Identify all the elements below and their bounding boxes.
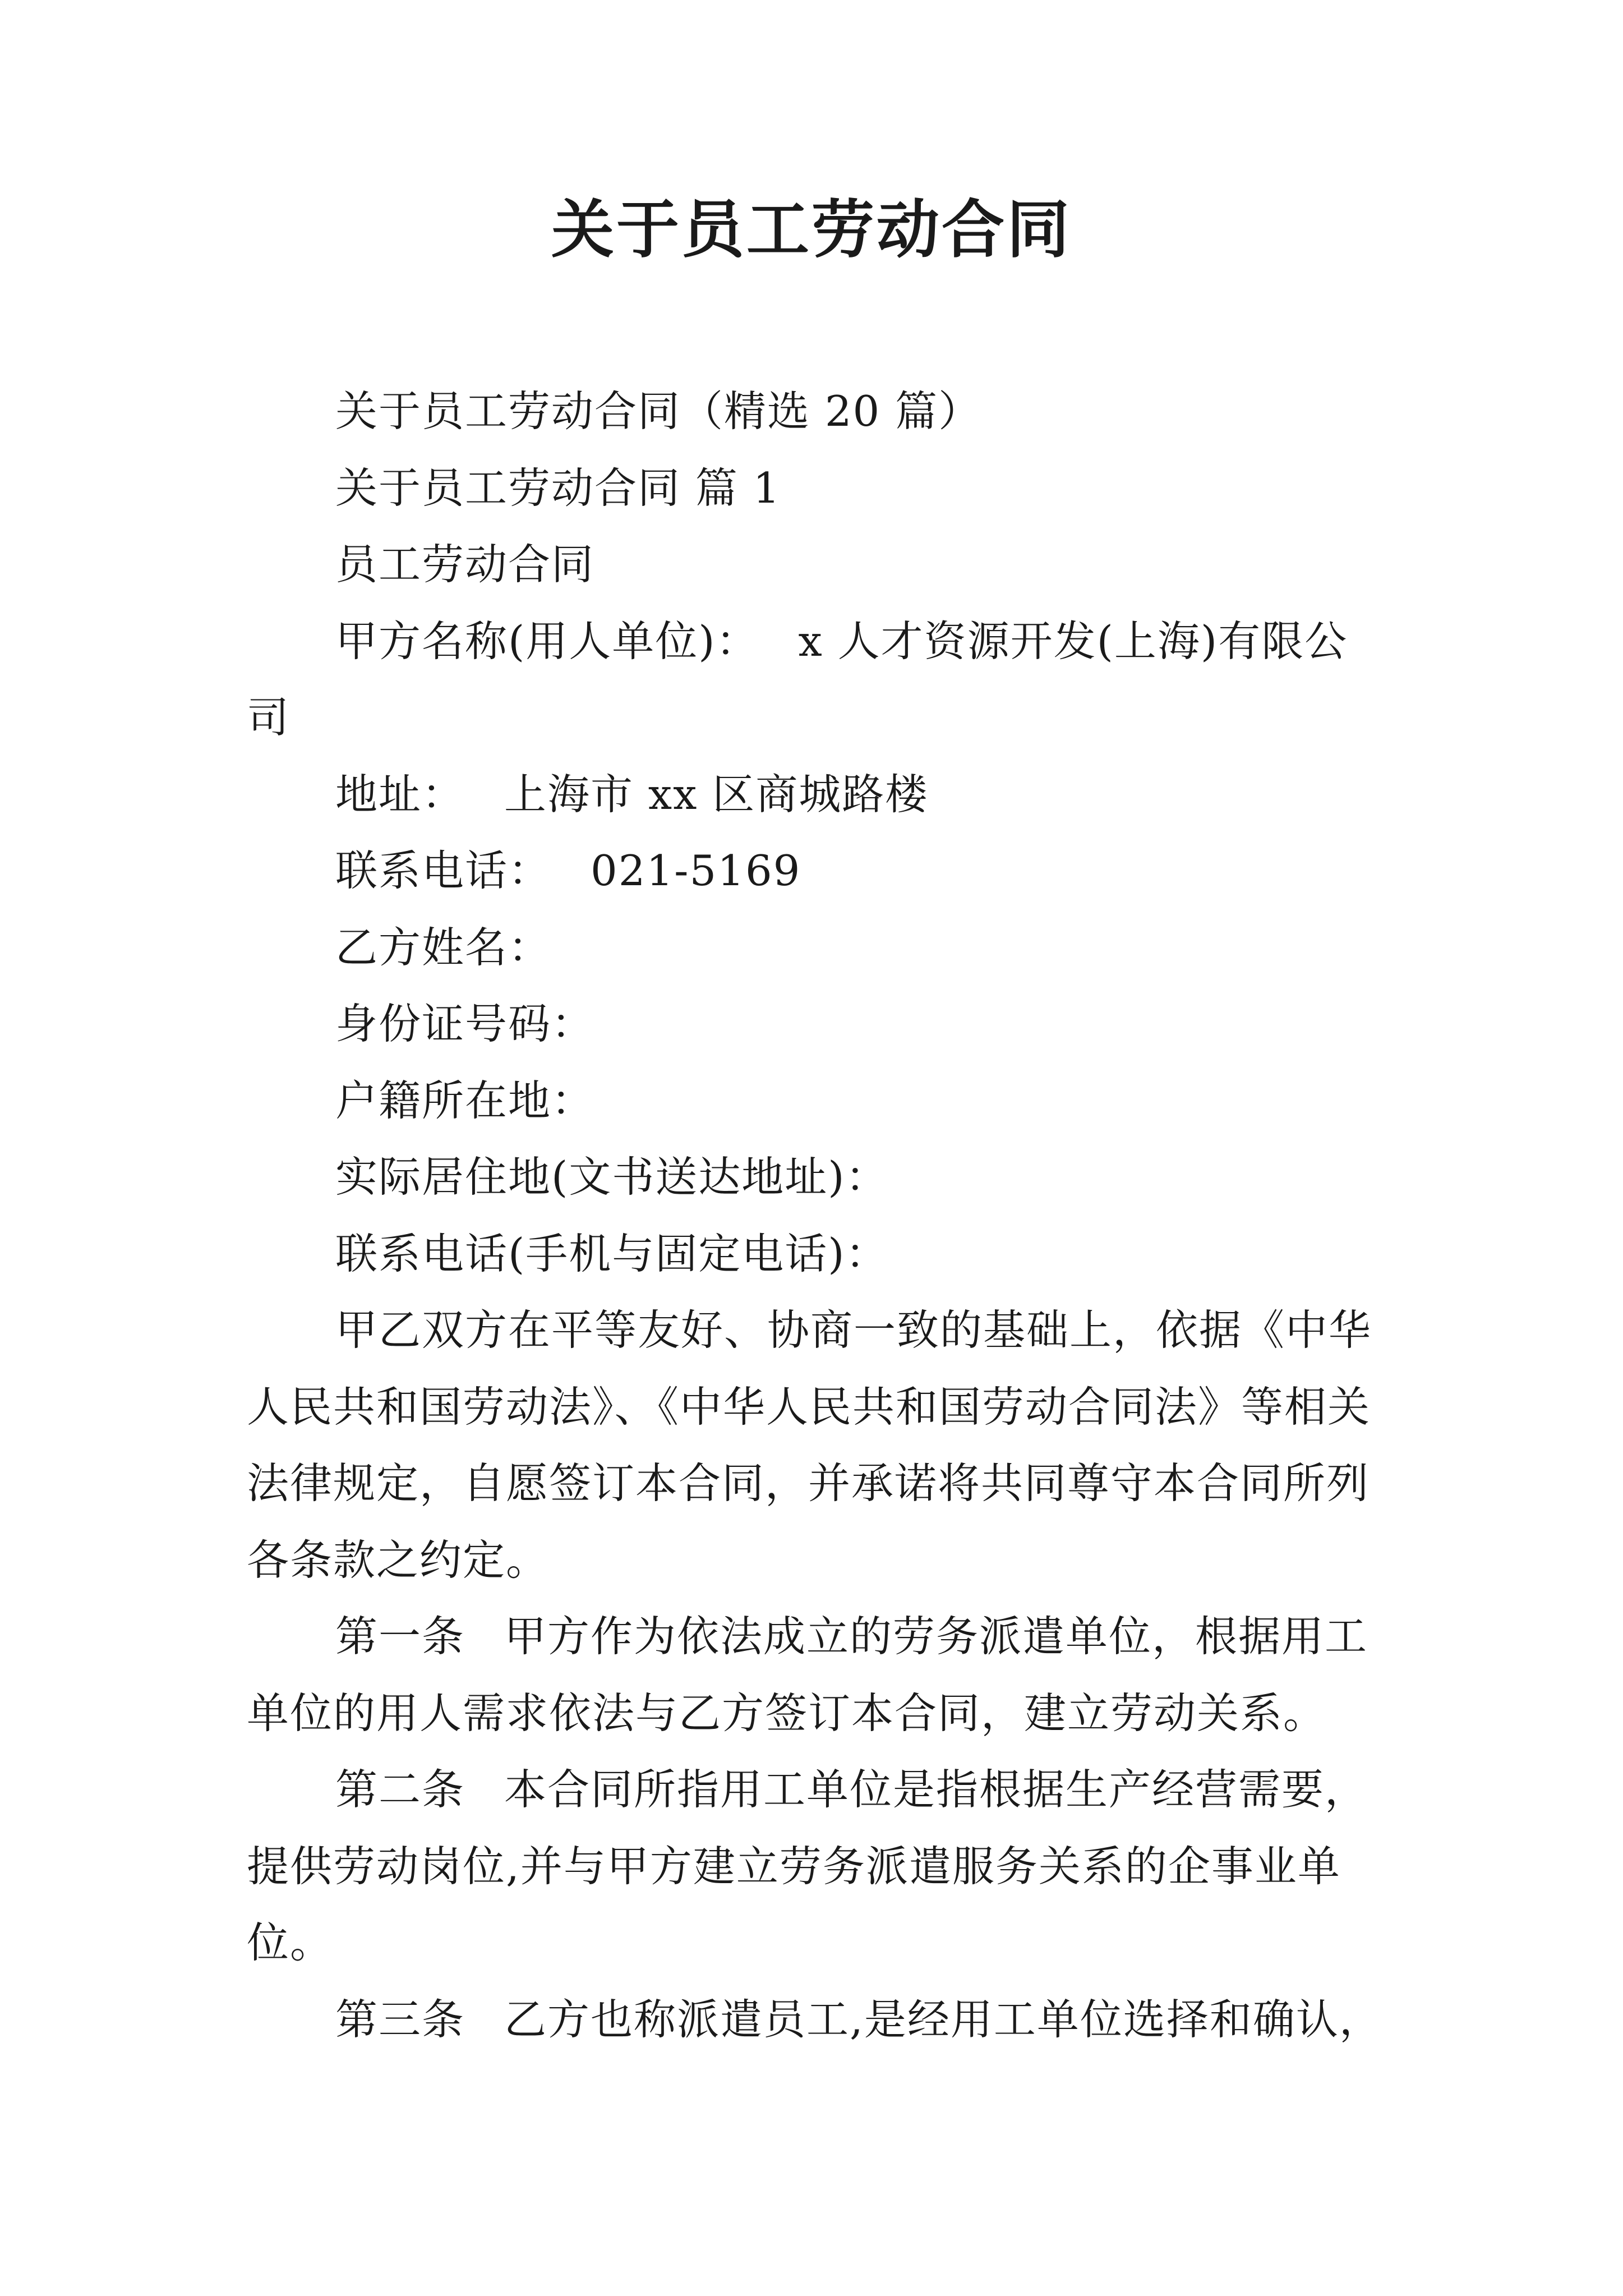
- paragraph-line: [247, 1292, 1391, 1369]
- line-value: 021-5169: [591, 846, 801, 895]
- paragraph-line: [247, 450, 1391, 527]
- line-text: 单位的用人需求依法与乙方签订本合同，建立劳动关系。: [247, 1688, 1327, 1738]
- line-text: 提供劳动岗位,并与甲方建立劳务派遣服务关系的企事业单: [247, 1841, 1341, 1891]
- line-text: 甲方名称(用人单位)：: [335, 616, 759, 666]
- line-text: 联系电话：: [335, 846, 552, 895]
- paragraph-line: [247, 986, 1391, 1062]
- paragraph-line: [247, 1522, 1391, 1599]
- line-value: x 人才资源开发(上海)有限公: [798, 616, 1348, 666]
- line-text: 联系电话(手机与固定电话)：: [335, 1228, 889, 1278]
- document-title: 关于员工劳动合同: [551, 193, 1072, 266]
- line-text: 第一条: [335, 1612, 465, 1661]
- line-text: 人民共和国劳动法》、《中华人民共和国劳动合同法》等相关: [247, 1382, 1371, 1432]
- line-text: 甲乙双方在平等友好、协商一致的基础上，依据《中华: [335, 1305, 1372, 1355]
- line-text: 法律规定，自愿签订本合同，并承诺将共同尊守本合同所列: [247, 1458, 1370, 1508]
- line-text: 身份证号码：: [335, 999, 595, 1048]
- line-value: 甲方作为依法成立的劳务派遣单位，根据用工: [504, 1612, 1368, 1661]
- paragraph-line: [247, 756, 1391, 833]
- paragraph-line: [247, 1981, 1391, 2058]
- paragraph-line: [247, 1062, 1391, 1139]
- paragraph-line: [247, 1828, 1391, 1905]
- line-text: 关于员工劳动合同（精选 20 篇）: [335, 386, 982, 436]
- line-text: 户籍所在地：: [335, 1075, 595, 1125]
- paragraph-line: [247, 909, 1391, 986]
- paragraph-line: [247, 373, 1391, 450]
- line-text: 司: [247, 693, 291, 742]
- line-text: 第三条: [335, 1994, 465, 2044]
- paragraph-line: [247, 603, 1391, 680]
- paragraph-line: [247, 1216, 1391, 1292]
- paragraph-line: [247, 1598, 1391, 1675]
- paragraph-line: [247, 1445, 1391, 1522]
- line-value: 乙方也称派遣员工,是经用工单位选择和确认，: [504, 1994, 1382, 2044]
- paragraph-line: [247, 526, 1391, 603]
- paragraph-line: [247, 679, 1391, 756]
- line-text: 位。: [247, 1918, 334, 1967]
- paragraph-line: [247, 1139, 1391, 1216]
- document-body: [247, 373, 1391, 2058]
- paragraph-line: [247, 1675, 1391, 1752]
- line-value: 上海市 xx 区商城路楼: [504, 769, 929, 819]
- line-text: 员工劳动合同: [335, 540, 595, 589]
- line-text: 各条款之约定。: [247, 1535, 550, 1585]
- paragraph-line: [247, 832, 1391, 909]
- line-value: 本合同所指用工单位是指根据生产经营需要，: [504, 1765, 1368, 1814]
- line-text: 实际居住地(文书送达地址)：: [335, 1152, 889, 1202]
- line-text: 关于员工劳动合同 篇 1: [335, 463, 781, 513]
- line-text: 地址：: [335, 769, 465, 819]
- line-text: 乙方姓名：: [335, 922, 552, 972]
- paragraph-line: [247, 1751, 1391, 1828]
- paragraph-line: [247, 1904, 1391, 1981]
- line-text: 第二条: [335, 1765, 465, 1814]
- paragraph-line: [247, 1369, 1391, 1446]
